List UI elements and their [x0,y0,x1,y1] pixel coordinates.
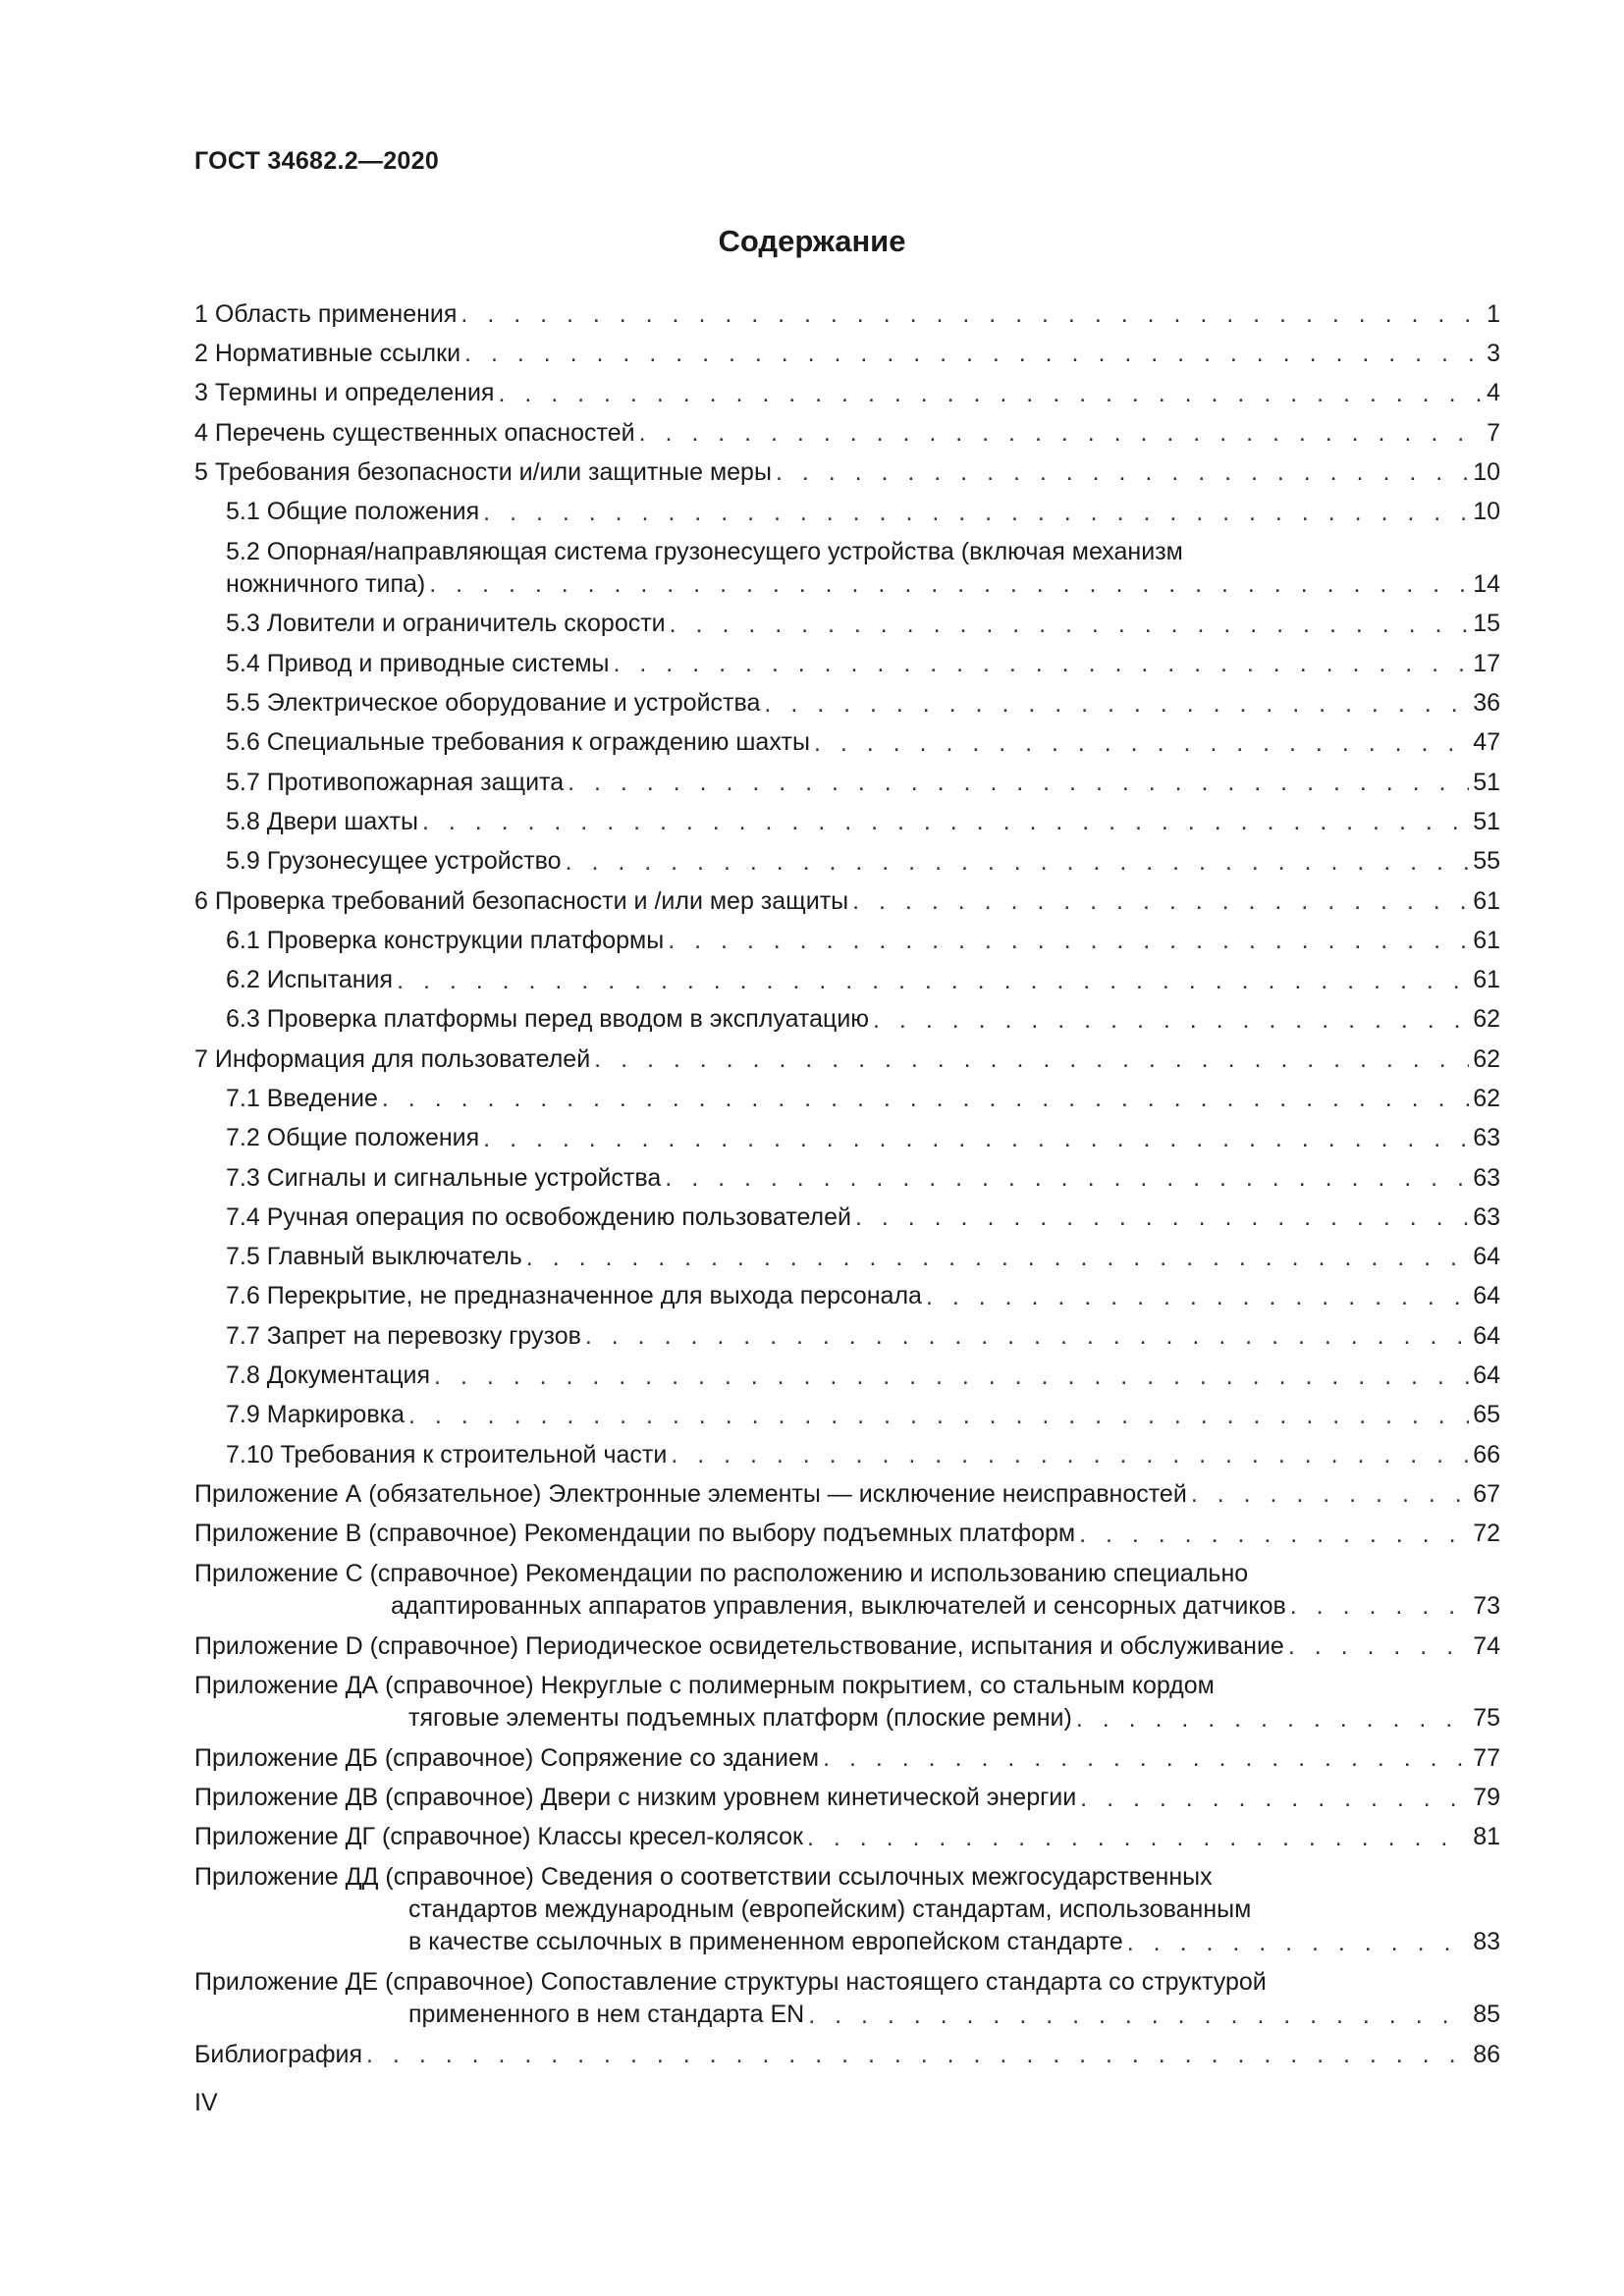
dot-leader [855,1202,1469,1232]
dot-leader [566,847,1470,877]
page-number: 86 [1473,2040,1500,2068]
dot-leader [460,299,1483,329]
page-number: 63 [1473,1163,1500,1192]
toc-entry-appendix-c[interactable]: Приложение С (справочное) Рекомендации по расположению и использованию специально адаптированных аппаратов управления, выключателей и сенсорных датчиков . . . 73 [194,1554,1500,1627]
page-number: 61 [1473,966,1500,994]
toc-entry-appendix-de[interactable]: Приложение ДЕ (справочное) Сопоставление структуры настоящего стандарта со структурой примененного в нем стандарта EN . . . 85 [194,1962,1500,2035]
dot-leader [498,379,1483,408]
page-number: 79 [1473,1784,1500,1812]
toc-entry-7-4[interactable]: 7.4 Ручная операция по освобождению пользователей . . . 63 [194,1198,1500,1237]
page-number: 62 [1473,1005,1500,1034]
page-number: 81 [1473,1823,1500,1851]
dot-leader [1127,1928,1469,1957]
toc-entry-7-1[interactable]: 7.1 Введение . . . 62 [194,1079,1500,1118]
toc-entry-5-5[interactable]: 5.5 Электрическое оборудование и устройства . . . 36 [194,683,1500,722]
page-number: 3 [1487,339,1500,367]
toc-entry-5[interactable]: 5 Требования безопасности и/или защитные меры . . . 10 [194,453,1500,492]
toc-entry-6-1[interactable]: 6.1 Проверка конструкции платформы . . . 61 [194,921,1500,960]
page-number: 61 [1473,886,1500,915]
page-number: 51 [1473,768,1500,796]
toc-entry-bibliography[interactable]: Библиография . . . 86 [194,2035,1500,2074]
page-number: 64 [1473,1321,1500,1350]
dot-leader [594,1044,1469,1074]
dot-leader [1191,1479,1469,1509]
page-number: 73 [1473,1591,1500,1620]
toc-entry-appendix-dg[interactable]: Приложение ДГ (справочное) Классы кресел-колясок . . . 81 [194,1818,1500,1857]
dot-leader [1076,1704,1469,1734]
dot-leader [926,1282,1469,1311]
dot-leader [764,689,1469,719]
toc-entry-5-8[interactable]: 5.8 Двери шахты . . . 51 [194,802,1500,841]
dot-leader [873,1005,1469,1035]
toc-entry-5-6[interactable]: 5.6 Специальные требования к ограждению шахты . . . 47 [194,723,1500,763]
toc-title: Содержание [718,224,906,258]
dot-leader [483,1124,1469,1153]
page-number: 1 [1487,299,1500,328]
toc-entry-appendix-dd[interactable]: Приложение ДД (справочное) Сведения о соответствии ссылочных межгосударственных стандартов международным (европейским) стандартам, использованным в качестве ссылочных в примененном европейском стандарте . . . 83 [194,1857,1500,1962]
dot-leader [483,498,1469,527]
page-number: 36 [1473,689,1500,718]
toc-entry-5-4[interactable]: 5.4 Привод и приводные системы . . . 17 [194,644,1500,683]
page-number: 10 [1473,498,1500,526]
toc-entry-appendix-b[interactable]: Приложение В (справочное) Рекомендации по выбору подъемных платформ . . . 72 [194,1515,1500,1554]
dot-leader [1288,1631,1469,1661]
dot-leader [408,1401,1469,1430]
page-number: 64 [1473,1362,1500,1390]
dot-leader [823,1743,1469,1773]
dot-leader [814,728,1469,758]
toc-entry-6-2[interactable]: 6.2 Испытания . . . 61 [194,960,1500,999]
toc-entry-appendix-d[interactable]: Приложение D (справочное) Периодическое освидетельствование, испытания и обслуживание . . . 74 [194,1627,1500,1666]
dot-leader [1080,1784,1469,1813]
page-number: 47 [1473,728,1500,757]
page-number: 62 [1473,1084,1500,1112]
page-number: 75 [1473,1704,1500,1733]
toc-entry-3[interactable]: 3 Термины и определения . . . 4 [194,374,1500,413]
page-footer-number: IV [194,2089,218,2116]
dot-leader [776,457,1469,487]
dot-leader [366,2040,1469,2069]
toc-entry-7-7[interactable]: 7.7 Запрет на перевозку грузов . . . 64 [194,1316,1500,1356]
dot-leader [1079,1520,1469,1549]
page-number: 10 [1473,457,1500,486]
page-number: 4 [1487,379,1500,407]
dot-leader [397,966,1469,995]
toc-entry-5-7[interactable]: 5.7 Противопожарная защита . . . 51 [194,763,1500,802]
page-number: 51 [1473,807,1500,835]
toc-entry-appendix-dv[interactable]: Приложение ДВ (справочное) Двери с низким уровнем кинетической энергии . . . 79 [194,1779,1500,1818]
page-number: 7 [1487,418,1500,447]
dot-leader [434,1362,1469,1391]
page-number: 83 [1473,1928,1500,1956]
dot-leader [464,339,1483,368]
page-number: 74 [1473,1631,1500,1660]
document-header: ГОСТ 34682.2—2020 [194,147,440,175]
dot-leader [808,2001,1469,2030]
toc-entry-2[interactable]: 2 Нормативные ссылки . . . 3 [194,334,1500,373]
page-number: 55 [1473,847,1500,876]
toc-entry-7-5[interactable]: 7.5 Главный выключатель . . . 64 [194,1238,1500,1277]
page-number: 63 [1473,1124,1500,1152]
page-number: 67 [1473,1479,1500,1508]
page-number: 72 [1473,1520,1500,1548]
toc-entry-7-2[interactable]: 7.2 Общие положения . . . 63 [194,1119,1500,1158]
toc-entry-appendix-db[interactable]: Приложение ДБ (справочное) Сопряжение со зданием . . . 77 [194,1738,1500,1778]
dot-leader [526,1243,1469,1272]
toc-entry-7-9[interactable]: 7.9 Маркировка . . . 65 [194,1396,1500,1435]
dot-leader [614,649,1470,678]
page-number: 61 [1473,926,1500,954]
page-number: 14 [1473,569,1500,598]
dot-leader [422,807,1469,836]
toc-entry-1[interactable]: 1 Область применения . . . 1 [194,294,1500,334]
page-number: 85 [1473,2001,1500,2029]
dot-leader [670,610,1470,639]
page-number: 64 [1473,1243,1500,1271]
toc-entry-7-6[interactable]: 7.6 Перекрытие, не предназначенное для выхода персонала . . . 64 [194,1277,1500,1316]
dot-leader [1290,1591,1469,1621]
toc-entry-7-10[interactable]: 7.10 Требования к строительной части . . . 66 [194,1435,1500,1474]
dot-leader [639,418,1484,448]
dot-leader [568,768,1469,797]
toc-entry-7-3[interactable]: 7.3 Сигналы и сигнальные устройства . . . 63 [194,1158,1500,1198]
dot-leader [671,1440,1469,1469]
dot-leader [585,1321,1469,1351]
page-number: 64 [1473,1282,1500,1310]
dot-leader [429,569,1469,599]
toc-entry-appendix-da[interactable]: Приложение ДА (справочное) Некруглые с полимерным покрытием, со стальным кордом тяговые элементы подъемных платформ (плоские ремни) . . . 75 [194,1666,1500,1738]
page-number: 65 [1473,1401,1500,1429]
page-number: 62 [1473,1044,1500,1073]
toc-entry-appendix-a[interactable]: Приложение А (обязательное) Электронные элементы — исключение неисправностей . . . 67 [194,1474,1500,1514]
page-number: 66 [1473,1440,1500,1468]
page-number: 17 [1473,649,1500,677]
page-number: 77 [1473,1743,1500,1772]
toc-entry-7-8[interactable]: 7.8 Документация . . . 64 [194,1356,1500,1395]
dot-leader [668,926,1469,955]
toc-entry-6[interactable]: 6 Проверка требований безопасности и /или мер защиты . . . 61 [194,881,1500,921]
dot-leader [665,1163,1469,1193]
dot-leader [852,886,1469,916]
toc-entry-4[interactable]: 4 Перечень существенных опасностей . . . 7 [194,413,1500,453]
toc-entry-5-2[interactable]: 5.2 Опорная/направляющая система грузонесущего устройства (включая механизм ножничного типа) . . . 14 [194,532,1500,605]
dot-leader [807,1823,1469,1852]
page-number: 15 [1473,610,1500,638]
table-of-contents [194,294,1500,2074]
toc-entry-5-3[interactable]: 5.3 Ловители и ограничитель скорости . . . 15 [194,605,1500,644]
page-number: 63 [1473,1202,1500,1231]
toc-entry-5-9[interactable]: 5.9 Грузонесущее устройство . . . 55 [194,842,1500,881]
toc-entry-6-3[interactable]: 6.3 Проверка платформы перед вводом в эксплуатацию . . . 62 [194,1000,1500,1040]
dot-leader [382,1084,1469,1113]
toc-entry-7[interactable]: 7 Информация для пользователей . . . 62 [194,1040,1500,1079]
toc-entry-5-1[interactable]: 5.1 Общие положения . . . 10 [194,492,1500,531]
